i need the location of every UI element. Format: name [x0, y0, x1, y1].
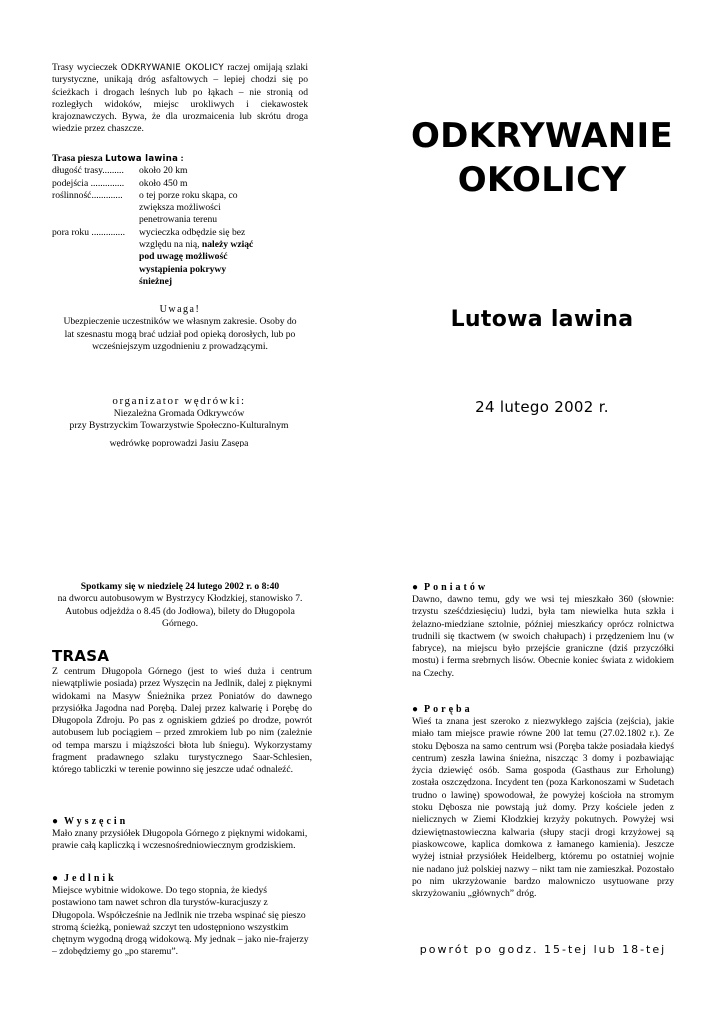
spec-row — [52, 227, 257, 288]
intro-section — [52, 62, 308, 136]
place-heading — [52, 872, 310, 885]
spec-label: pora roku .............. — [52, 226, 126, 238]
spec-value: o tej porze roku skąpa, co zwiększa możliwości penetrowania terenu — [139, 189, 238, 226]
place-heading — [412, 581, 674, 594]
cover-title-line1: ODKRYWANIE — [410, 116, 674, 156]
place-text: Dawno, dawno temu, gdy we wsi tej mieszkało 360 (słownie: trzystu sześćdziesięciu) ludzi, była tam niewielka huta szkła i żelazno-miedziane sztolnie, później mieszkańcy oprócz rolnictwa trudnili się tkactwem (w swoich chałupach) i przędzeniem lnu (w fabryce), na miejscu było przejście graniczne (dziś przyczółki mostu) i ferma srebrnych lisów. Obecnie koniec świata z widokiem na Czechy. — [412, 594, 674, 679]
place-text: Miejsce wybitnie widokowe. Do tego stopnia, że kiedyś postawiono tam nawet schron dla turystów-kuracjuszy z Długopola. Współcześnie na Jedlnik nie trzeba wspinać się pieszo stromą ścieżką, ponieważ szczyt ten udostępniono wszystkim chętnym wygodną drogą widokową. My jednak – jako nie-frajerzy – zdobędziemy go „po staremu”. — [52, 885, 309, 958]
organizer-heading: organizator wędrówki: — [112, 395, 246, 407]
trail-heading-prefix: Trasa piesza — [52, 153, 106, 164]
place-poniatow — [412, 581, 674, 680]
trail-heading-name: Lutowa lawina — [105, 154, 179, 164]
notice-heading: Uwaga! — [159, 304, 201, 315]
trail-spec — [52, 153, 308, 288]
place-text: Mało znany przysiółek Długopola Górnego z pięknymi widokami, prawie całą kapliczką i wczesnośredniowiecznym grodziskiem. — [52, 828, 308, 852]
route-heading: TRASA — [52, 647, 110, 665]
intro-brand: ODKRYWANIE OKOLICY — [120, 63, 224, 73]
trail-heading-suffix: : — [178, 153, 184, 164]
organizer-line1: Niezależna Gromada Odkrywców — [113, 408, 245, 419]
meeting-text: na dworcu autobusowym w Bystrzycy Kłodzkiej, stanowisko 7. Autobus odjeżdża o 8.45 (do Jodłowa), bilety do Długopola Górnego. — [57, 593, 303, 629]
cover-title — [392, 114, 692, 202]
place-poreba — [412, 703, 674, 900]
bullet-icon: ● — [52, 873, 59, 884]
organizer-line3: wędrówkę poprowadzi Jasiu Zasępa — [109, 437, 249, 447]
return-note: powrót po godz. 15-tej lub 18-tej — [419, 943, 667, 956]
trail-spec-table — [52, 165, 257, 288]
cover-subtitle: Lutowa lawina — [450, 307, 634, 332]
notice-text: Ubezpieczenie uczestników we własnym zakresie. Osoby do lat szesnastu mogą brać udział pod opieką dorosłych, lub po wcześniejszym uzgodnieniu z prowadzącymi. — [63, 316, 297, 352]
notice-section — [60, 304, 300, 353]
spec-label: roślinność............. — [52, 189, 123, 201]
place-heading — [52, 815, 310, 828]
organizer-section — [40, 394, 318, 447]
spec-label: długość trasy......... — [52, 165, 124, 177]
place-text: Wieś ta znana jest szeroko z niezwykłego zajścia (zejścia), jakie miało tam miejsce prawie równe 200 lat temu (27.02.1802 r.). Ze stoku Dębosza na samo centrum wsi (Poręba także posiadała kiedyś centrum) zeszła lawina śnieżna, niszcząc 3 domy i pozbawiając życia dziewięć osób. Sama gospoda (Gasthaus zur Erholung) została oszczędzona. Incydent ten (poza Karkonoszami w Sudetach trudno o lawinę) spowodował, że powyżej kościoła na stromym stoku Dębosza nie powstają już domy. Przy kościele jeden z nielicznych w Ziemi Kłodzkiej krzyży pokutnych. Powyżej wsi dziewiętnastowieczna kalwaria (słupy stacji drogi krzyżowej są piaskowcowe, kaplica domkowa z łamanego kamienia). Jeszcze wyżej istniał przysiółek Heidelberg, któremu po ostatniej wojnie nie nadano już polskiej nazwy – nikt tam nie zamieszkał. Pozostało po nim ukrzyżowanie bardzo malowniczo usytuowane przy skrzyżowaniu „głównych” dróg. — [412, 716, 674, 900]
route-text: Z centrum Długopola Górnego (jest to wieś duża i centrum niewątpliwie posiada) przez Wyszęcin na Jedlnik, dalej z pięknymi widokami na Masyw Śnieżnika przez Poniatów do dawnego przysiółka Jagodna nad Porębą. Dalej przez kalwarię i Porębę do Długopola Zdroju. Po pas z ogniskiem gdzieś po drodze, powrót autobusem lub pociągiem – przed zmrokiem lub po nim (zależnie od tempa marszu i miąższości błota lub śniegu). Wykorzystamy fragment pradawnego szlaku turystycznego Saar-Schlesien, którego tabliczki w terenie powinno się jeszcze udać odnaleźć. — [52, 666, 312, 776]
spec-row — [52, 190, 257, 227]
organizer-line2: przy Bystrzyckim Towarzystwie Społeczno-Kulturalnym — [69, 420, 289, 432]
spec-label: podejścia .............. — [52, 177, 125, 189]
spec-value — [139, 227, 257, 288]
intro-text-start: Trasy wycieczek — [52, 62, 121, 73]
bullet-icon: ● — [412, 582, 419, 593]
spec-value-text: wycieczka odbędzie się bez względu na nią, — [139, 226, 246, 251]
spec-value: około 450 m — [139, 177, 188, 189]
spec-value-bold: należy wziąć pod uwagę możliwość wystąpienia pokrywy śnieżnej — [139, 239, 254, 287]
cover-title-line2: OKOLICY — [457, 160, 627, 200]
spec-row — [52, 165, 257, 177]
meeting-section — [52, 581, 308, 630]
route-section — [52, 647, 312, 777]
bullet-icon: ● — [52, 816, 59, 827]
spec-row — [52, 178, 257, 190]
spec-value: około 20 km — [139, 165, 188, 177]
place-wyszecin — [52, 815, 310, 853]
place-name: Poniatów — [424, 582, 489, 593]
trail-heading — [52, 153, 308, 165]
meeting-bold: Spotkamy się w niedzielę 24 lutego 2002 r. o 8:40 — [80, 581, 280, 592]
place-name: Wyszęcin — [64, 816, 129, 827]
bullet-icon: ● — [412, 704, 419, 715]
place-name: Poręba — [424, 704, 473, 715]
cover-date: 24 lutego 2002 r. — [475, 398, 609, 416]
intro-paragraph — [52, 62, 308, 136]
intro-text-end: raczej omijają szlaki turystyczne, unikają dróg asfaltowych – lepiej chodzi się po ścieżkach i drogach leśnych lub po łąkach – nie stronią od rozległych widoków, miejsc urokliwych i ciekawostek krajoznawczych. Bywa, że dla urozmaicenia lub skrótu droga wiedzie przez chaszcze. — [52, 62, 308, 135]
place-jedlnik — [52, 872, 310, 959]
place-name: Jedlnik — [64, 873, 117, 884]
place-heading — [412, 703, 674, 716]
